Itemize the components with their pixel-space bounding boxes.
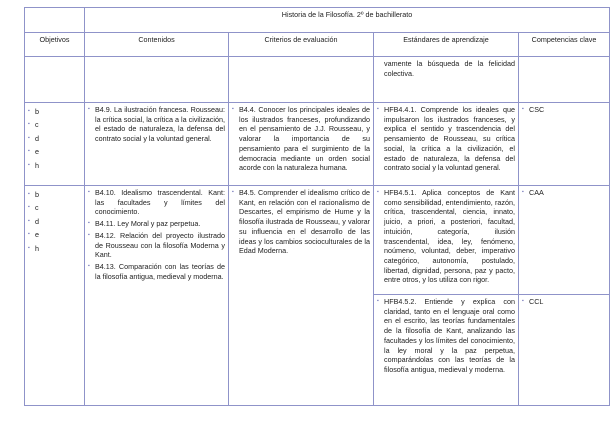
estandar-cell xyxy=(374,186,519,295)
empty-cell xyxy=(25,57,85,103)
contenido-item: ▪ B4.12. Relación del proyecto ilustrado de Rousseau con la filosofía Moderna y Kant. xyxy=(88,231,225,260)
continuation-cell xyxy=(374,57,519,103)
criterio-cell xyxy=(229,186,374,406)
estandar-text: ▪ HFB4.4.1. Comprende los ideales que impulsaron los ilustrados franceses, y explica el sentido y trascendencia del pensamiento de Rousseau, su crítica social, la crítica a la civilización, el estado de naturaleza, la defensa del contrato social y la voluntad general. xyxy=(377,105,515,173)
estandar-text: ▪ HFB4.5.2. Entiende y explica con claridad, tanto en el lenguaje oral como en el escrito, las teorías fundamentales de la filosofía de Kant, analizando las facultades y los límites del conocimiento, la ley moral y la paz perpetua, comparándolas con las teorías de la filosofía antigua, medieval y moderna. xyxy=(377,297,515,375)
table-row xyxy=(25,186,610,295)
empty-cell xyxy=(85,57,229,103)
empty-title-cell xyxy=(25,8,85,33)
contenido-item: ▪ B4.10. Idealismo trascendental. Kant: las facultades y límites del conocimiento. xyxy=(88,188,225,217)
continuation-text: vamente la búsqueda de la felicidad colectiva. xyxy=(384,59,515,78)
curriculum-table xyxy=(24,7,610,406)
objetivo-item: ▪ d xyxy=(28,215,81,228)
contenido-item: ▪ B4.13. Comparación con las teorías de la filosofía antigua, medieval y moderna. xyxy=(88,262,225,281)
competencia-cell xyxy=(519,295,610,406)
objetivo-item: ▪ b xyxy=(28,188,81,201)
objetivo-item: ▪ b xyxy=(28,105,81,118)
contenidos-cell xyxy=(85,186,229,406)
criterio-text: ▪ B4.5. Comprender el idealismo crítico de Kant, en relación con el racionalismo de Descartes, el empirismo de Hume y la filosofía ilustrada de Rousseau, y valorar su influencia en el desarrollo de las ideas y los cambios socioculturales de la Edad Moderna. xyxy=(232,188,370,256)
estandar-cell xyxy=(374,295,519,406)
estandar-text: ▪ HFB4.5.1. Aplica conceptos de Kant como sensibilidad, entendimiento, razón, crítica, trascendental, ciencia, innato, juicio, a priori, a posteriori, facultad, intuición, categoría, ilusión trascendental, idea, ley, fenómeno, noúmeno, voluntad, deber, imperativo categórico, autonomía, postulado, libertad, dignidad, persona, paz y pacto, entre otros, y los utiliza con rigor. xyxy=(377,188,515,285)
competencia-text: ▪ CAA xyxy=(522,188,606,198)
competencia-cell xyxy=(519,186,610,295)
header-competencias: Competencias clave xyxy=(519,33,610,57)
estandar-cell xyxy=(374,103,519,186)
objetivo-item: ▪ c xyxy=(28,118,81,131)
contenidos-cell xyxy=(85,103,229,186)
table-title: Historia de la Filosofía. 2º de bachillerato xyxy=(85,8,610,33)
competencia-cell xyxy=(519,103,610,186)
objetivos-cell xyxy=(25,103,85,186)
criterio-cell xyxy=(229,103,374,186)
objetivo-item: ▪ e xyxy=(28,145,81,158)
objetivo-item: ▪ h xyxy=(28,159,81,172)
curriculum-table-wrapper xyxy=(24,7,610,406)
table-row-continuation xyxy=(25,57,610,103)
empty-cell xyxy=(229,57,374,103)
header-criterios: Criterios de evaluación xyxy=(229,33,374,57)
empty-cell xyxy=(519,57,610,103)
title-row xyxy=(25,8,610,33)
objetivo-item: ▪ d xyxy=(28,132,81,145)
header-estandares: Estándares de aprendizaje xyxy=(374,33,519,57)
competencia-text: ▪ CCL xyxy=(522,297,606,307)
contenido-item: ▪ B4.9. La ilustración francesa. Rousseau: la crítica social, la crítica a la civilización, el estado de naturaleza, la defensa del contrato social y la voluntad general. xyxy=(88,105,225,144)
contenido-item: ▪ B4.11. Ley Moral y paz perpetua. xyxy=(88,219,225,229)
objetivo-item: ▪ c xyxy=(28,201,81,214)
objetivo-item: ▪ h xyxy=(28,242,81,255)
header-contenidos: Contenidos xyxy=(85,33,229,57)
criterio-text: ▪ B4.4. Conocer los principales ideales de los ilustrados franceses, profundizando en el pensamiento de J.J. Rousseau, y valorar la importancia de su pensamiento para el surgimiento de la democracia mediante un orden social acorde con la naturaleza humana. xyxy=(232,105,370,173)
table-row xyxy=(25,103,610,186)
objetivo-item: ▪ e xyxy=(28,228,81,241)
header-row xyxy=(25,33,610,57)
objetivos-cell xyxy=(25,186,85,406)
header-objetivos: Objetivos xyxy=(25,33,85,57)
competencia-text: ▪ CSC xyxy=(522,105,606,115)
